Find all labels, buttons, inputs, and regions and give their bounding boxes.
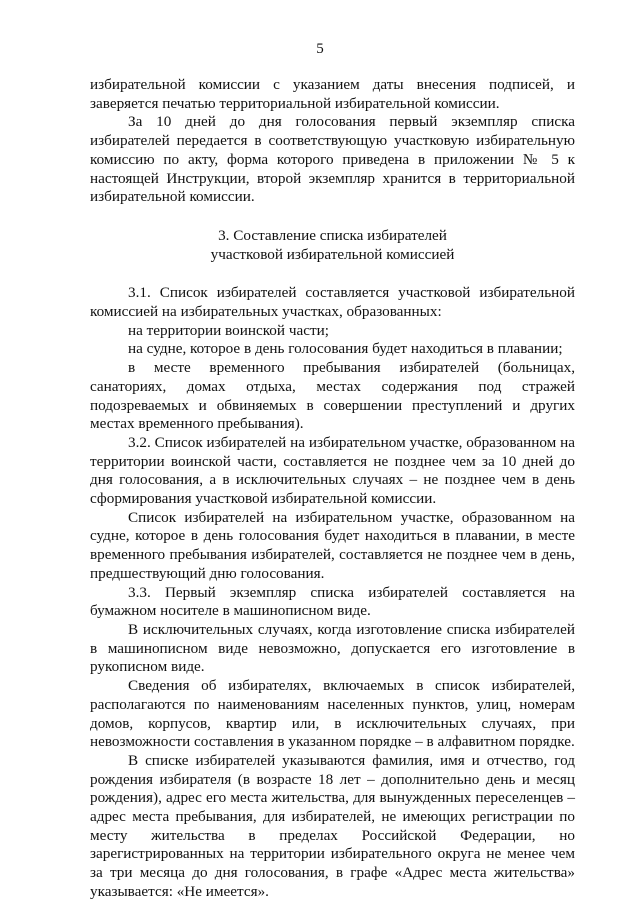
section-heading-line-2: участковой избирательной комиссией (210, 245, 455, 263)
paragraph-voter-details: В списке избирателей указываются фамилия, имя и отчество, год рождения избирателя (в возрасте 18 лет – дополнительно день и месяц рождения), адрес его места жительства, для вынужденных переселенцев – адрес места пребывания, для избирателей, не имеющих регистрации по месту жительства в пределах Российской Федерации, но зарегистрированных на территории избирательного округа не менее чем за три месяца до дня голосования, в графе «Адрес места жительства» указывается: «Не имеется». (90, 751, 575, 900)
section-heading-line-1: 3. Составление списка избирателей (218, 226, 447, 244)
paragraph-handwritten-exception: В исключительных случаях, когда изготовление списка избирателей в машинописном виде невозможно, допускается его изготовление в рукописном виде. (90, 620, 575, 676)
paragraph-military-unit: на территории воинской части; (128, 321, 329, 339)
paragraph-3-1: 3.1. Список избирателей составляется участковой избирательной комиссией на избирательных участках, образованных: (90, 284, 575, 321)
paragraph-3-2: 3.2. Список избирателей на избирательном участке, образованном на территории воинской части, составляется не позднее чем за 10 дней до дня голосования, а в исключительных случаях – не позднее чем в день сформирования участковой избирательной комиссии. (90, 433, 575, 508)
paragraph-voter-ordering: Сведения об избирателях, включаемых в список избирателей, располагаются по наименованиям населенных пунктов, улиц, номерам домов, корпусов, квартир или, в исключительных случаях, при невозможности составления в указанном порядке – в алфавитном порядке. (90, 677, 575, 751)
section-heading (90, 227, 575, 264)
paragraph-temporary-stay: в месте временного пребывания избирателей (больницах, санаториях, домах отдыха, местах содержания под стражей подозреваемых и обвиняемых в совершении преступлений и других местах временного пребывания). (90, 359, 575, 433)
document-body (90, 76, 575, 902)
paragraph-ship-list-deadline: Список избирателей на избирательном участке, образованном на судне, которое в день голосования будет находиться в плавании, в месте временного пребывания избирателей, составляется не позднее чем в день, предшествующий дню голосования. (90, 508, 575, 582)
page-number: 5 (316, 41, 324, 57)
paragraph-ship: на судне, которое в день голосования будет находиться в плавании; (128, 340, 563, 358)
paragraph-commission-seal: избирательной комиссии с указанием даты внесения подписей, и заверяется печатью территориальной избирательной комиссии. (90, 76, 575, 112)
paragraph-3-3: 3.3. Первый экземпляр списка избирателей составляется на бумажном носителе в машинописном виде. (90, 583, 575, 620)
paragraph-first-copy-transfer: За 10 дней до дня голосования первый экземпляр списка избирателей передается в соответствующую участковую избирательную комиссию по акту, форма которого приведена в приложении № 5 к настоящей Инструкции, второй экземпляр хранится в территориальной избирательной комиссии. (90, 113, 575, 206)
